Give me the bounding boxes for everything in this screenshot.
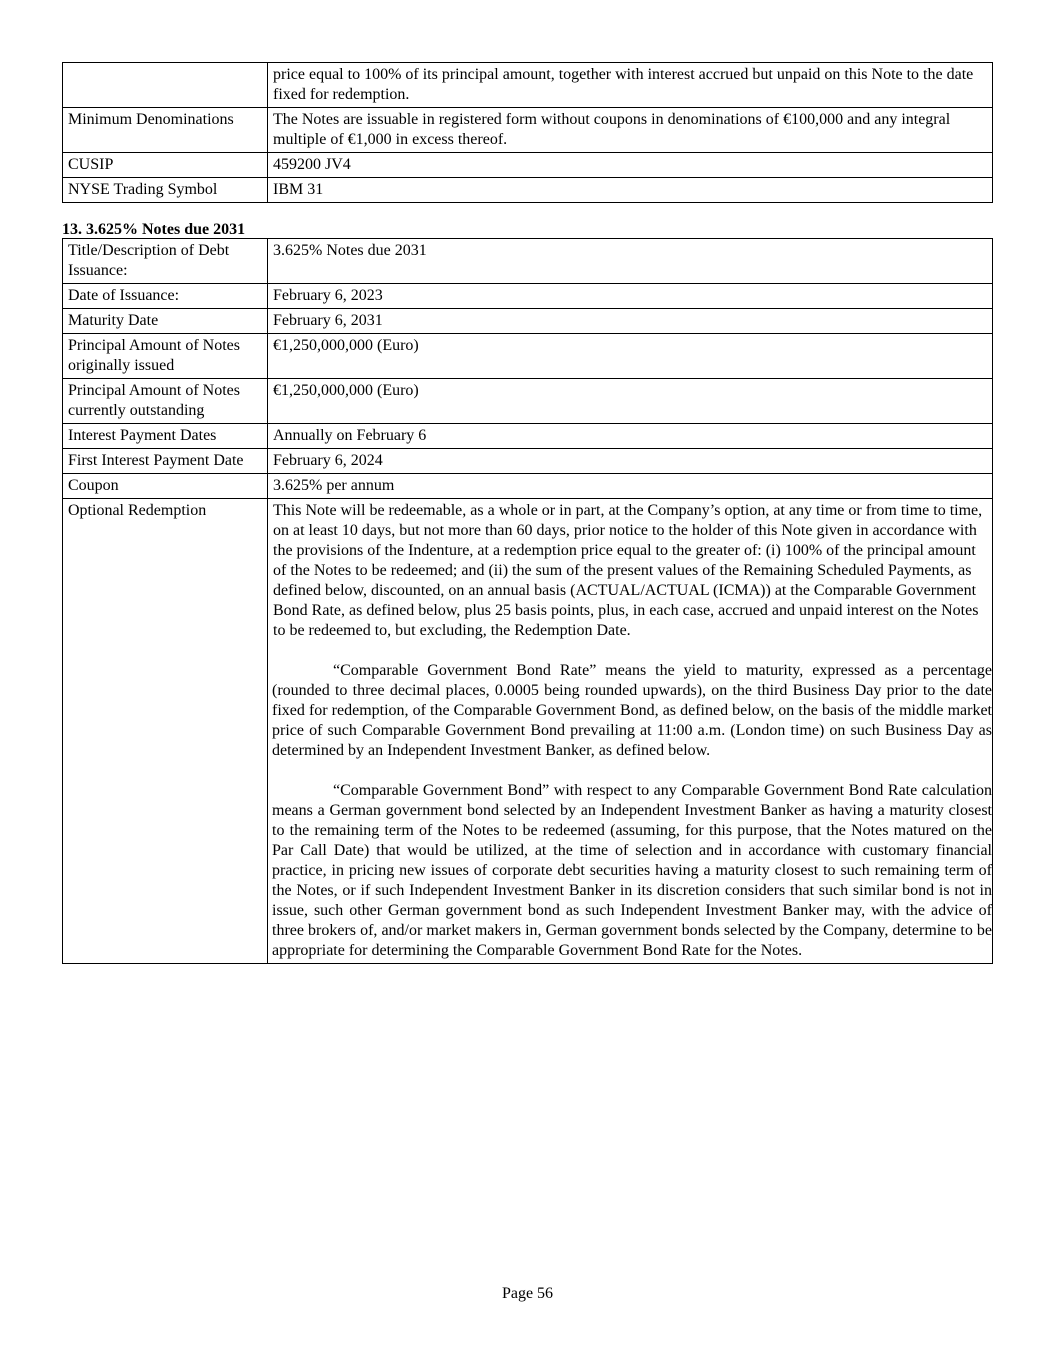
row-value: 3.625% Notes due 2031 [268, 239, 993, 284]
row-value: price equal to 100% of its principal amount, together with interest accrued but unpaid on this Note to the date fixed for redemption. [268, 63, 993, 108]
row-label: Title/Description of Debt Issuance: [63, 239, 268, 284]
row-value: February 6, 2024 [268, 449, 993, 474]
row-value: Annually on February 6 [268, 424, 993, 449]
table-row [63, 63, 993, 108]
comparable-bond-paragraph: “Comparable Government Bond” with respect to any Comparable Government Bond Rate calculation means a German government bond selected by an Independent Investment Banker as having a maturity closest to the remaining term of the Notes to be redeemed (assuming, for this purpose, that the Notes matured on the Par Call Date) that would be utilized, at the time of selection and in accordance with customary financial practice, in pricing new issues of corporate debt securities having a maturity closest to such remaining term of the Notes, or if such Independent Investment Banker in its discretion considers that such similar bond is not in issue, such other German government bond as such Independent Investment Banker may, with the advice of three brokers of, and/or market makers in, German government bonds selected by the Company, determine to be appropriate for determining the Comparable Government Bond Rate for the Notes. [272, 782, 992, 959]
row-label: CUSIP [63, 153, 268, 178]
row-label: Interest Payment Dates [63, 424, 268, 449]
table-row [63, 334, 993, 379]
table-row [63, 424, 993, 449]
table-row-optional-redemption [63, 499, 993, 964]
table-row [63, 309, 993, 334]
row-label: Coupon [63, 474, 268, 499]
table-row [63, 379, 993, 424]
row-value: The Notes are issuable in registered form without coupons in denominations of €100,000 and any integral multiple of €1,000 in excess thereof. [268, 108, 993, 153]
comparable-rate-paragraph: “Comparable Government Bond Rate” means the yield to maturity, expressed as a percentage (rounded to three decimal places, 0.0005 being rounded upwards), on the third Business Day prior to the date fixed for redemption, of the Comparable Government Bond, as defined below, on the basis of the middle market price of such Comparable Government Bond prevailing at 11:00 a.m. (London time) on such Business Day as determined by an Independent Investment Banker, as defined below. [272, 662, 992, 759]
previous-notes-table [62, 62, 993, 203]
section-heading: 13. 3.625% Notes due 2031 [62, 221, 246, 238]
row-value: 459200 JV4 [268, 153, 993, 178]
row-value: €1,250,000,000 (Euro) [268, 334, 993, 379]
notes-2031-table [62, 238, 993, 964]
table-row [63, 239, 993, 284]
redemption-paragraph: This Note will be redeemable, as a whole or in part, at the Company’s option, at any time or from time to time, on at least 10 days, but not more than 60 days, prior notice to the holder of this Note given in accordance with the provisions of the Indenture, at a redemption price equal to the greater of: (i) 100% of the principal amount of the Notes to be redeemed; and (ii) the sum of the present values of the Remaining Scheduled Payments, as defined below, discounted, on an annual basis (ACTUAL/ACTUAL (ICMA)) at the Comparable Government Bond Rate, as defined below, plus 25 basis points, plus, in each case, accrued and unpaid interest on the Notes to be redeemed to, but excluding, the Redemption Date. [273, 502, 983, 639]
table-row [63, 284, 993, 309]
table-row [63, 449, 993, 474]
table-row [63, 108, 993, 153]
row-value: €1,250,000,000 (Euro) [268, 379, 993, 424]
row-label: Optional Redemption [63, 499, 268, 964]
page-number: Page 56 [501, 1285, 554, 1302]
table-row [63, 153, 993, 178]
row-label: Principal Amount of Notes currently outstanding [63, 379, 268, 424]
row-value: IBM 31 [268, 178, 993, 203]
row-label: First Interest Payment Date [63, 449, 268, 474]
row-label: Maturity Date [63, 309, 268, 334]
row-value: February 6, 2023 [268, 284, 993, 309]
row-value: February 6, 2031 [268, 309, 993, 334]
table-row [63, 474, 993, 499]
row-label: Minimum Denominations [63, 108, 268, 153]
row-label [63, 63, 268, 108]
optional-redemption-text [268, 499, 993, 964]
row-value: 3.625% per annum [268, 474, 993, 499]
row-label: Principal Amount of Notes originally issued [63, 334, 268, 379]
row-label: Date of Issuance: [63, 284, 268, 309]
table-row [63, 178, 993, 203]
row-label: NYSE Trading Symbol [63, 178, 268, 203]
